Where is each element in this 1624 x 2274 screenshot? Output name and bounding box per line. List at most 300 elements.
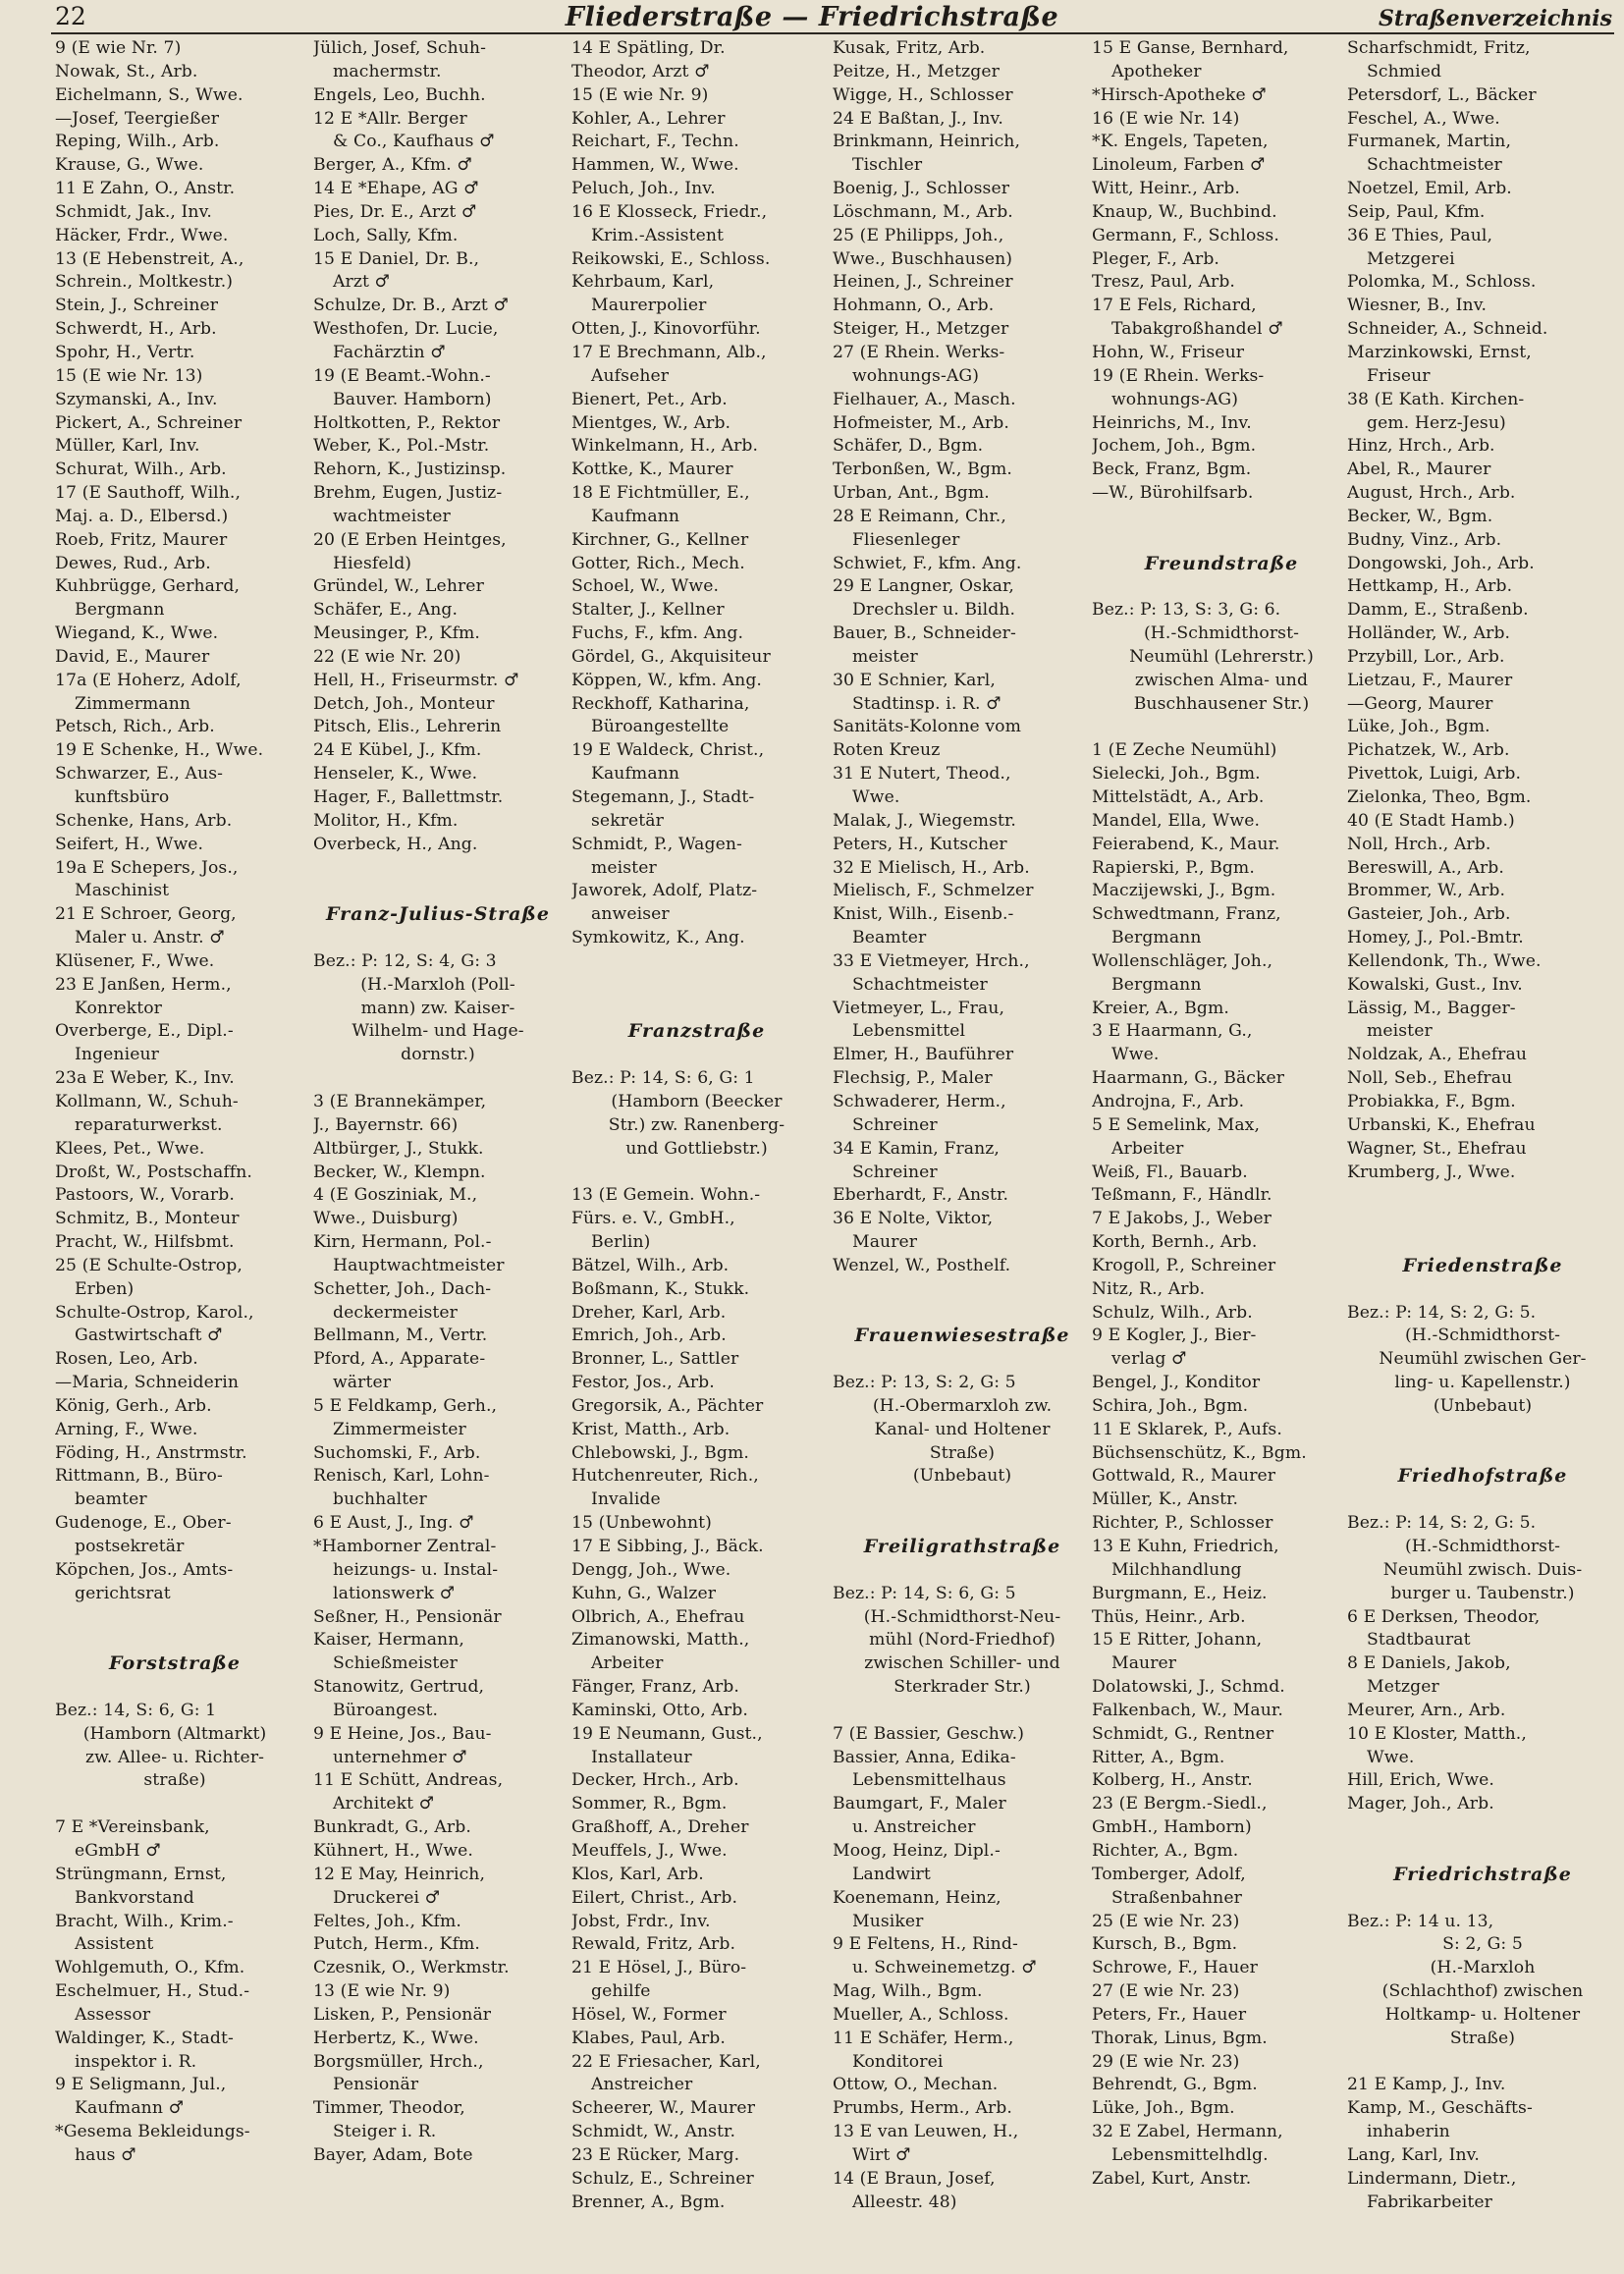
directory-entry: Rittmann, B., Büro- [55,1466,223,1487]
directory-entry: Schrein., Moltkestr.) [55,272,234,293]
directory-entry: Zielonka, Theo, Bgm. [1347,787,1532,807]
street-location: Straße) [929,1442,996,1463]
spacer [833,1700,1092,1723]
directory-entry: Berger, A., Kfm. ♂ [313,155,472,176]
street-heading: Franzstraße [627,1020,766,1043]
directory-entry: 13 (E Gemein. Wohn.- [571,1185,761,1206]
directory-entry: Pickert, A., Schreiner [55,412,243,433]
directory-entry: Meusinger, P., Kfm. [313,623,480,644]
entry-continuation: Schachtmeister [1367,155,1502,176]
directory-entry: Maj. a. D., Elbersd.) [55,506,229,526]
entry-continuation: Tischler [852,155,923,176]
directory-entry: Klos, Karl, Arb. [571,1864,704,1884]
directory-entry: 14 (E Braun, Josef, [833,2168,996,2189]
street-heading: Freundstraße [1144,552,1299,574]
directory-entry: 38 (E Kath. Kirchen- [1347,389,1525,409]
directory-entry: Petersdorf, L., Bäcker [1347,84,1537,105]
directory-entry: Schulz, E., Schreiner [571,2168,754,2189]
directory-entry: Feschel, A., Wwe. [1347,108,1500,129]
directory-entry: Elmer, H., Bauführer [833,1045,1014,1065]
spacer [1347,1442,1618,1466]
directory-entry: 32 E Mielisch, H., Arb. [833,857,1030,878]
entry-continuation: Arbeiter [591,1653,664,1674]
entry-continuation: Maurer [1111,1653,1177,1674]
district-info: Bez.: P: 13, S: 2, G: 5 [833,1373,1016,1393]
entry-continuation: buchhalter [333,1489,427,1510]
directory-entry: Kamp, M., Geschäfts- [1347,2098,1533,2119]
directory-entry: 17 E Brechmann, Alb., [571,342,767,362]
street-location: (H.-Schmidthorst- [1143,623,1299,644]
directory-entry: Marzinkowski, Ernst, [1347,342,1532,362]
directory-entry: Jochem, Joh., Bgm. [1092,436,1257,457]
directory-entry: Mittelstädt, A., Arb. [1092,787,1265,807]
directory-entry: Detch, Joh., Monteur [313,693,495,714]
directory-entry: Kuhn, G., Walzer [571,1583,717,1603]
entry-continuation: Zimmermeister [333,1419,466,1439]
directory-entry: Reikowski, E., Schloss. [571,248,771,269]
directory-entry: Nitz, R., Arb. [1092,1278,1206,1299]
entry-continuation: Lebensmittel [852,1021,966,1042]
column-3 [571,37,822,2262]
directory-entry: Gründel, W., Lehrer [313,576,484,597]
entry-continuation: Hauptwachtmeister [333,1255,505,1275]
directory-entry: Lisken, P., Pensionär [313,2004,492,2025]
street-location: (H.-Schmidthorst- [1404,1326,1560,1346]
entry-continuation: Lebensmittelhdlg. [1111,2144,1269,2165]
entry-continuation: Invalide [591,1489,661,1510]
directory-entry: 7 E Jakobs, J., Weber [1092,1209,1272,1229]
directory-entry: Lindermann, Dietr., [1347,2168,1517,2189]
directory-entry: 17 E Fels, Richard, [1092,296,1257,316]
street-location: Buschhausener Str.) [1133,693,1310,714]
directory-entry: J., Bayernstr. 66) [313,1114,459,1135]
directory-entry: Herbertz, K., Wwe. [313,2028,479,2048]
directory-entry: Brommer, W., Arb. [1347,881,1506,901]
directory-entry: Zabel, Kurt, Anstr. [1092,2168,1252,2189]
spacer [1347,1816,1618,1840]
directory-entry: Krogoll, P., Schreiner [1092,1255,1276,1275]
directory-entry: Rosen, Leo, Arb. [55,1349,198,1370]
directory-entry: 6 E Aust, J., Ing. ♂ [313,1513,474,1534]
directory-entry: Malak, J., Wiegemstr. [833,810,1016,831]
directory-entry: Kreier, A., Bgm. [1092,998,1229,1018]
directory-entry: Lüke, Joh., Bgm. [1092,2098,1235,2119]
street-heading: Friedrichstraße [1393,1863,1572,1885]
directory-entry: Knaup, W., Buchbind. [1092,201,1277,222]
directory-entry: Wiegand, K., Wwe. [55,623,219,644]
entry-continuation: Fachärztin ♂ [333,342,446,362]
directory-entry: 9 E Heine, Jos., Bau- [313,1723,492,1744]
entry-continuation: Büroangestellte [591,717,730,737]
directory-entry: Stanowitz, Gertrud, [313,1677,485,1698]
directory-entry: Germann, F., Schloss. [1092,225,1279,245]
directory-entry: 27 (E Rhein. Werks- [833,342,1005,362]
directory-entry: Kuhbrügge, Gerhard, [55,576,241,597]
street-location: zwischen Schiller- und [864,1653,1060,1674]
directory-entry: 16 (E wie Nr. 14) [1092,108,1240,129]
directory-entry: Decker, Hrch., Arb. [571,1770,739,1791]
directory-entry: Kirchner, G., Kellner [571,529,749,550]
directory-entry: Wigge, H., Schlosser [833,84,1013,105]
street-location: Wilhelm- und Hage- [352,1021,524,1042]
directory-entry: Bengel, J., Konditor [1092,1373,1261,1393]
directory-entry: Bunkradt, G., Arb. [313,1817,471,1838]
entry-continuation: gerichtsrat [75,1583,171,1603]
directory-entry: 25 (E Philipps, Joh., [833,225,1004,245]
directory-entry: 33 E Vietmeyer, Hrch., [833,950,1030,971]
directory-entry: Reping, Wilh., Arb. [55,132,220,152]
directory-entry: 11 E Schütt, Andreas, [313,1770,504,1791]
directory-entry: 20 (E Erben Heintges, [313,529,507,550]
directory-entry: Czesnik, O., Werkmstr. [313,1958,510,1978]
street-heading: Franz-Julius-Straße [326,903,550,926]
spacer [55,1606,295,1630]
directory-entry: Becker, W., Bgm. [1347,506,1493,526]
street-location: mann) zw. Kaiser- [360,998,515,1018]
directory-entry: 17 E Sibbing, J., Bäck. [571,1537,764,1556]
directory-entry: Linoleum, Farben ♂ [1092,155,1266,176]
directory-entry: Klüsener, F., Wwe. [55,950,215,971]
directory-entry: 16 E Klosseck, Friedr., [571,201,768,222]
spacer [1347,1208,1618,1231]
directory-entry: Urban, Ant., Bgm. [833,483,990,504]
street-location: Neumühl zwisch. Duis- [1382,1559,1583,1580]
directory-entry: 40 (E Stadt Hamb.) [1347,810,1515,831]
directory-entry: Wohlgemuth, O., Kfm. [55,1958,245,1978]
directory-entry: Zimanowski, Matth., [571,1630,750,1651]
entry-continuation: beamter [75,1489,147,1510]
spacer [571,974,822,998]
directory-entry: Hösel, W., Former [571,2004,727,2025]
entry-continuation: Installateur [591,1747,692,1767]
entry-continuation: Landwirt [852,1864,931,1884]
directory-entry: Schwaderer, Herm., [833,1091,1006,1111]
directory-entry: Probiakka, F., Bgm. [1347,1091,1516,1111]
directory-entry: Weber, K., Pol.-Mstr. [313,436,490,457]
entry-continuation: wachtmeister [333,506,451,526]
directory-entry: Mandel, Ella, Wwe. [1092,810,1261,831]
entry-continuation: Ingenieur [75,1045,159,1065]
entry-continuation: Arbeiter [1111,1138,1184,1159]
directory-entry: Boenig, J., Schlosser [833,179,1010,199]
directory-entry: Lüke, Joh., Bgm. [1347,717,1490,737]
directory-entry: Fänger, Franz, Arb. [571,1677,739,1698]
entry-continuation: heizungs- u. Instal- [333,1559,499,1580]
directory-entry: Schurat, Wilh., Arb. [55,460,227,480]
directory-entry: 5 E Feldkamp, Gerh., [313,1395,498,1416]
entry-continuation: Schachtmeister [852,974,988,995]
entry-continuation: Bergmann [75,600,165,621]
directory-entry: Vietmeyer, L., Frau, [833,998,1005,1018]
directory-entry: Bassier, Anna, Edika- [833,1747,1016,1767]
entry-continuation: Wwe. [1111,1045,1160,1065]
street-location: zw. Allee- u. Richter- [84,1747,265,1767]
directory-entry: 7 (E Bassier, Geschw.) [833,1723,1025,1744]
directory-entry: Holtkotten, P., Rektor [313,412,501,433]
directory-entry: —Maria, Schneiderin [55,1373,239,1393]
directory-entry: Hutchenreuter, Rich., [571,1466,759,1487]
directory-entry: Brehm, Eugen, Justiz- [313,483,503,504]
directory-entry: Kaiser, Hermann, [313,1630,464,1651]
entry-continuation: gem. Herz-Jesu) [1367,412,1506,433]
directory-entry: Theodor, Arzt ♂ [571,61,710,81]
street-location: dornstr.) [401,1045,475,1065]
directory-entry: Thorak, Linus, Bgm. [1092,2028,1268,2048]
directory-entry: Thüs, Heinr., Arb. [1092,1606,1246,1627]
entry-continuation: postsekretär [75,1537,185,1556]
directory-entry: Bauer, B., Schneider- [833,623,1016,644]
street-location: ling- u. Kapellenstr.) [1394,1373,1571,1393]
directory-entry: Holländer, W., Arb. [1347,623,1511,644]
entry-continuation: Bankvorstand [75,1887,194,1908]
directory-entry: Schmitz, B., Monteur [55,1209,240,1229]
directory-entry: 11 E Zahn, O., Anstr. [55,179,236,199]
street-heading: Freiligrathstraße [863,1536,1061,1557]
directory-entry: Kehrbaum, Karl, [571,272,715,293]
directory-entry: Terbonßen, W., Bgm. [833,460,1012,480]
directory-entry: Dengg, Joh., Wwe. [571,1559,731,1580]
entry-continuation: Assessor [75,2004,151,2025]
directory-entry: Löschmann, M., Arb. [833,201,1013,222]
directory-entry: Gregorsik, A., Pächter [571,1395,764,1416]
directory-entry: 12 E *Allr. Berger [313,108,467,129]
directory-entry: Strüngmann, Ernst, [55,1864,227,1884]
directory-entry: Klees, Pet., Wwe. [55,1138,205,1159]
directory-entry: Urbanski, K., Ehefrau [1347,1114,1536,1135]
directory-entry: Chlebowski, J., Bgm. [571,1442,749,1463]
directory-entry: —W., Bürohilfsarb. [1092,483,1254,504]
directory-entry: Schmidt, G., Rentner [1092,1723,1274,1744]
directory-entry: 9 E Kogler, J., Bier- [1092,1326,1257,1346]
directory-entry: 25 (E Schulte-Ostrop, [55,1255,243,1275]
entry-continuation: Friseur [1367,365,1431,386]
directory-entry: Pastoors, W., Vorarb. [55,1185,235,1206]
street-location: und Gottliebstr.) [625,1138,768,1159]
street-location: (H.-Schmidthorst- [1404,1537,1560,1556]
directory-entry: Lietzau, F., Maurer [1347,670,1513,690]
spacer [55,1676,295,1700]
directory-entry: Hofmeister, M., Arb. [833,412,1009,433]
directory-entry: Wollenschläger, Joh., [1092,950,1273,971]
directory-entry: Mielisch, F., Schmelzer [833,881,1034,901]
directory-entry: Koenemann, Heinz, [833,1887,1001,1908]
directory-entry: 36 E Nolte, Viktor, [833,1209,994,1229]
directory-entry: Schira, Joh., Bgm. [1092,1395,1249,1416]
directory-entry: Schwerdt, H., Arb. [55,319,217,340]
entry-continuation: Bergmann [1111,974,1202,995]
street-location: zwischen Alma- und [1134,670,1309,690]
directory-entry: Emrich, Joh., Arb. [571,1326,727,1346]
directory-entry: Bätzel, Wilh., Arb. [571,1255,730,1275]
directory-entry: Bronner, L., Sattler [571,1349,739,1370]
entry-continuation: verlag ♂ [1111,1349,1187,1370]
directory-entry: Pracht, W., Hilfsbmt. [55,1232,235,1253]
spacer [313,927,563,950]
directory-entry: 12 E May, Heinrich, [313,1864,486,1884]
directory-entry: Ritter, A., Bgm. [1092,1747,1225,1767]
directory-entry: Hohmann, O., Arb. [833,296,995,316]
directory-entry: 18 E Fichtmüller, E., [571,483,750,504]
entry-continuation: Bauver. Hamborn) [333,389,492,409]
directory-entry: Pleger, F., Arb. [1092,248,1219,269]
directory-entry: Tomberger, Adolf, [1092,1864,1246,1884]
directory-entry: Fuchs, F., kfm. Ang. [571,623,744,644]
directory-entry: Schetter, Joh., Dach- [313,1278,492,1299]
directory-entry: Richter, P., Schlosser [1092,1513,1273,1534]
directory-entry: Rewald, Fritz, Arb. [571,1934,736,1955]
street-location: Holtkamp- u. Holtener [1384,2004,1581,2025]
entry-continuation: Maurerpolier [591,296,707,316]
directory-entry: Schmidt, W., Anstr. [571,2122,736,2142]
entry-continuation: Tabakgroßhandel ♂ [1111,319,1283,340]
street-location: (Schlachthof) zwischen [1381,1981,1584,2002]
directory-entry: Androjna, F., Arb. [1092,1091,1245,1111]
spacer [833,1302,1092,1326]
directory-entry: Gördel, G., Akquisiteur [571,646,771,667]
directory-entry: 19 E Waldeck, Christ., [571,740,765,761]
directory-entry: 27 (E wie Nr. 23) [1092,1981,1240,2002]
entry-continuation: u. Schweinemetzg. ♂ [852,1958,1037,1978]
directory-entry: 19 E Neumann, Gust., [571,1723,763,1744]
entry-continuation: Steiger i. R. [333,2122,437,2142]
directory-entry: Kaminski, Otto, Arb. [571,1700,748,1720]
spacer [1347,1231,1618,1255]
header-rule [51,32,1614,34]
column-2 [313,37,563,2262]
directory-entry: Becker, W., Klempn. [313,1162,486,1182]
directory-entry: Noetzel, Emil, Arb. [1347,179,1512,199]
directory-entry: Bereswill, A., Arb. [1347,857,1504,878]
directory-entry: —Josef, Teergießer [55,108,220,129]
directory-entry: & Co., Kaufhaus ♂ [333,132,495,152]
directory-entry: Loch, Sally, Kfm. [313,225,459,245]
directory-entry: Wiesner, B., Inv. [1347,296,1488,316]
entry-continuation: Gastwirtschaft ♂ [75,1326,223,1346]
street-location: (Unbebaut) [912,1466,1012,1487]
directory-entry: Szymanski, A., Inv. [55,389,218,409]
spacer [833,1489,1092,1512]
directory-entry: Sommer, R., Bgm. [571,1794,728,1814]
directory-entry: Jobst, Frdr., Inv. [571,1911,711,1931]
entry-continuation: Architekt ♂ [333,1794,435,1814]
directory-entry: Eichelmann, S., Wwe. [55,84,244,105]
directory-entry: Hohn, W., Friseur [1092,342,1245,362]
directory-entry: 23 E Rücker, Marg. [571,2144,740,2165]
directory-entry: Krumberg, J., Wwe. [1347,1162,1516,1182]
entry-continuation: Kaufmann [591,506,680,526]
directory-entry: 23 (E Bergm.-Siedl., [1092,1794,1268,1814]
street-location: burger u. Taubenstr.) [1390,1583,1575,1603]
directory-entry: Schwedtmann, Franz, [1092,904,1281,925]
street-location: (H.-Marxloh (Poll- [360,974,515,995]
directory-entry: Winkelmann, H., Arb. [571,436,759,457]
directory-entry: 36 E Thies, Paul, [1347,225,1493,245]
directory-entry: Petsch, Rich., Arb. [55,717,215,737]
directory-entry: Schwarzer, E., Aus- [55,764,224,785]
spacer [571,998,822,1021]
spacer [1092,506,1351,529]
entry-continuation: Arzt ♂ [333,272,391,293]
directory-entry: Mag, Wilh., Bgm. [833,1981,983,2002]
directory-entry: 15 E Ritter, Johann, [1092,1630,1263,1651]
directory-entry: Pichatzek, W., Arb. [1347,740,1510,761]
directory-entry: Seifert, H., Wwe. [55,834,204,854]
directory-entry: 21 E Hösel, J., Büro- [571,1958,747,1978]
entry-continuation: machermstr. [333,61,442,81]
directory-entry: 34 E Kamin, Franz, [833,1138,1000,1159]
directory-entry: —Georg, Maurer [1347,693,1493,714]
directory-entry: Dolatowski, J., Schmd. [1092,1677,1285,1698]
directory-entry: Kohler, A., Lehrer [571,108,726,129]
entry-continuation: kunftsbüro [75,787,170,807]
directory-entry: Eschelmuer, H., Stud.- [55,1981,250,2002]
directory-entry: Bracht, Wilh., Krim.- [55,1911,234,1931]
directory-entry: Schrowe, F., Hauer [1092,1958,1258,1978]
directory-entry: Hill, Erich, Wwe. [1347,1770,1495,1791]
spacer [1347,1184,1618,1208]
entry-continuation: wärter [333,1373,392,1393]
directory-entry: Pford, A., Apparate- [313,1349,486,1370]
entry-continuation: Aufseher [591,365,670,386]
directory-entry: 6 E Derksen, Theodor, [1347,1606,1541,1627]
directory-entry: 24 E Baßtan, J., Inv. [833,108,1003,129]
directory-entry: Przybill, Lor., Arb. [1347,646,1505,667]
directory-entry: Fürs. e. V., GmbH., [571,1209,735,1229]
directory-entry: Schneider, A., Schneid. [1347,319,1548,340]
directory-entry: Kühnert, H., Wwe. [313,1840,473,1861]
directory-entry: Overberge, E., Dipl.- [55,1021,234,1042]
directory-entry: *K. Engels, Tapeten, [1092,132,1269,152]
directory-entry: Schulz, Wilh., Arb. [1092,1302,1253,1323]
street-location: S: 2, G: 5 [1442,1934,1523,1955]
directory-entry: Suchomski, F., Arb. [313,1442,481,1463]
entry-continuation: meister [1367,1021,1433,1042]
spacer [313,1067,563,1091]
directory-entry: Müller, K., Anstr. [1092,1489,1239,1510]
directory-entry: Schulze, Dr. B., Arzt ♂ [313,296,510,316]
spacer [571,950,822,974]
directory-entry: Abel, R., Maurer [1347,460,1491,480]
spacer [55,1629,295,1652]
directory-entry: *Gesema Bekleidungs- [55,2122,250,2142]
directory-entry: Graßhoff, A., Dreher [571,1817,749,1838]
directory-entry: *Hamborner Zentral- [313,1537,497,1556]
directory-entry: Pivettok, Luigi, Arb. [1347,764,1522,785]
directory-entry: Scheerer, W., Maurer [571,2098,756,2119]
directory-entry: Peters, Fr., Hauer [1092,2004,1247,2025]
street-location: (Unbebaut) [1433,1395,1533,1416]
entry-continuation: Maurer [852,1232,918,1253]
directory-entry: 22 (E wie Nr. 20) [313,646,461,667]
directory-entry: Sielecki, Joh., Bgm. [1092,764,1261,785]
directory-entry: Richter, A., Bgm. [1092,1840,1239,1861]
spacer [1347,2051,1618,2075]
directory-entry: 32 E Zabel, Hermann, [1092,2122,1283,2142]
directory-entry: Seßner, H., Pensionär [313,1606,502,1627]
directory-entry: Witt, Heinr., Arb. [1092,179,1240,199]
directory-entry: 15 (Unbewohnt) [571,1513,712,1534]
entry-continuation: Kaufmann ♂ [75,2098,185,2119]
directory-entry: Lang, Karl, Inv. [1347,2144,1480,2165]
district-info: Bez.: 14, S: 6, G: 1 [55,1700,217,1720]
directory-entry: Damm, E., Straßenb. [1347,600,1529,621]
directory-entry: 10 E Kloster, Matth., [1347,1723,1527,1744]
spacer [1092,529,1351,553]
directory-entry: 15 E Daniel, Dr. B., [313,248,480,269]
spacer [1347,1887,1618,1911]
directory-entry: Prumbs, Herm., Arb. [833,2098,1012,2119]
directory-entry: Hammen, W., Wwe. [571,155,739,176]
